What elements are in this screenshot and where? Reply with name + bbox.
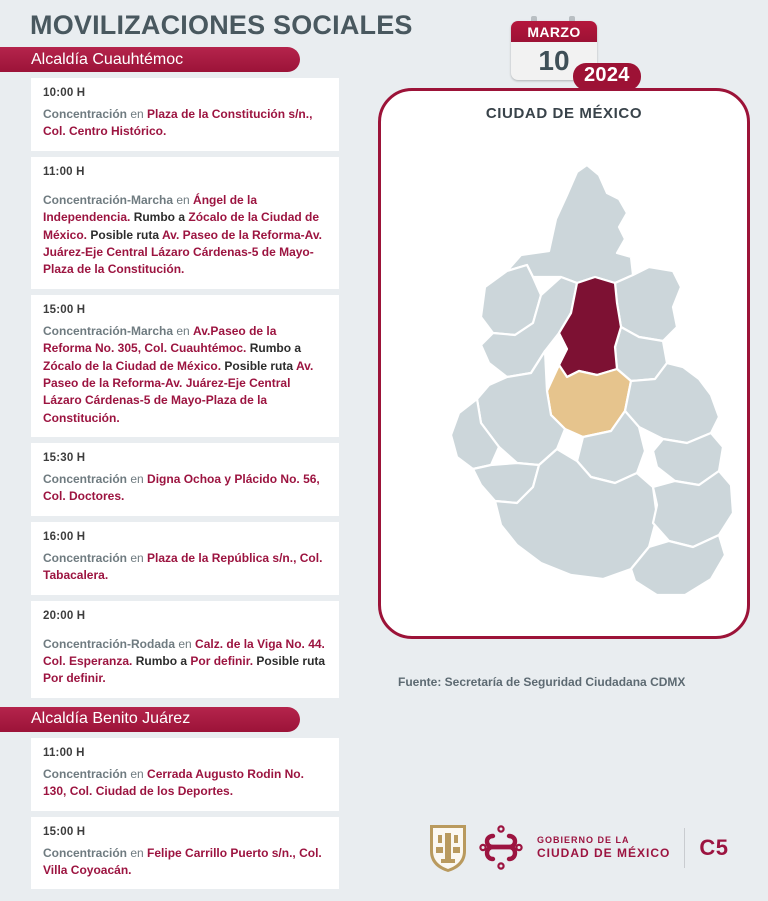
text-segment-gray-light: en <box>130 550 148 565</box>
event-card <box>31 295 339 437</box>
event-time: 20:00 H <box>43 609 86 622</box>
calendar-day: 10 <box>538 45 570 76</box>
government-footer <box>428 818 728 878</box>
text-segment-gray: Concentración <box>43 845 131 860</box>
text-segment-red: Ángel de la Independencia. <box>43 192 258 225</box>
cdmx-map <box>381 127 747 627</box>
text-segment-black: Rumbo a <box>133 210 189 225</box>
event-time: 15:00 H <box>43 825 86 838</box>
event-description <box>43 192 327 279</box>
text-segment-black: Posible ruta <box>256 654 326 669</box>
event-card <box>31 522 339 595</box>
event-card <box>31 157 339 289</box>
text-segment-red: Plaza de la Constitución s/n., Col. Centro Histórico. <box>43 107 313 139</box>
section-header-1: Alcaldía Cuauhtémoc <box>0 47 300 72</box>
text-segment-red: Av. Paseo de la Reforma-Av. Juárez-Eje Central Lázaro Cárdenas-5 de Mayo-Plaza de la Constitución. <box>43 227 322 277</box>
footer-divider <box>684 828 685 868</box>
event-description <box>43 323 327 427</box>
event-time: 15:30 H <box>43 452 86 465</box>
text-segment-black: Posible ruta <box>90 227 162 242</box>
c5-label: C5 <box>699 835 729 860</box>
text-segment-red: Felipe Carrillo Puerto s/n., Col. Villa Coyoacán. <box>43 845 322 877</box>
text-segment-gray: Concentración-Marcha <box>43 192 177 207</box>
text-segment-black: Posible ruta <box>224 358 296 373</box>
gov-line-1: GOBIERNO DE LA <box>537 835 630 846</box>
text-segment-red: Av. Paseo de la Reforma-Av. Juárez-Eje Central Lázaro Cárdenas-5 de Mayo-Plaza de la Constitución. <box>43 358 314 425</box>
source-note: Fuente: Secretaría de Seguridad Ciudadana CDMX <box>398 675 686 689</box>
text-segment-gray-light: en <box>176 192 194 207</box>
text-segment-red: Por definir. <box>43 671 106 686</box>
page-title: MOVILIZACIONES SOCIALES <box>30 10 413 40</box>
map-panel <box>378 88 750 639</box>
text-segment-gray-light: en <box>130 766 148 781</box>
map-title: CIUDAD DE MÉXICO <box>485 105 643 122</box>
text-segment-gray-light: en <box>178 636 196 651</box>
event-card <box>31 78 339 151</box>
calendar-year: 2024 <box>573 63 641 90</box>
cdmx-logo-icon <box>478 823 524 873</box>
text-segment-red: Cerrada Augusto Rodin No. 130, Col. Ciudad de los Deportes. <box>43 766 304 799</box>
coat-of-arms-icon <box>428 823 468 873</box>
event-time: 16:00 H <box>43 530 86 543</box>
text-segment-gray: Concentración-Rodada <box>43 636 179 651</box>
text-segment-gray: Concentración-Marcha <box>43 323 177 338</box>
text-segment-gray-light: en <box>130 845 148 860</box>
text-segment-red: Por definir. <box>190 654 257 669</box>
event-description <box>43 845 327 880</box>
text-segment-red: Digna Ochoa y Plácido No. 56, Col. Doctores. <box>43 472 320 504</box>
calendar-month: MARZO <box>511 21 597 42</box>
text-segment-black: Rumbo a <box>135 654 191 669</box>
gov-line-2: CIUDAD DE MÉXICO <box>537 846 671 861</box>
text-segment-gray-light: en <box>176 323 194 338</box>
schedule-column <box>0 47 360 895</box>
event-time: 15:00 H <box>43 303 86 316</box>
text-segment-red: Calz. de la Viga No. 44. Col. Esperanza. <box>43 636 325 669</box>
event-description <box>43 636 327 688</box>
section-header-2: Alcaldía Benito Juárez <box>0 707 300 732</box>
event-description <box>43 766 327 801</box>
text-segment-red: Av.Paseo de la Reforma No. 305, Col. Cuauhtémoc. <box>43 323 277 356</box>
government-wordmark <box>537 835 670 861</box>
text-segment-gray: Concentración <box>43 550 131 565</box>
text-segment-gray: Concentración <box>43 107 131 121</box>
text-segment-red: Zócalo de la Ciudad de México. <box>43 358 225 373</box>
event-description <box>43 471 327 506</box>
text-segment-red: Zócalo de la Ciudad de México. <box>43 210 320 242</box>
date-badge <box>511 16 630 86</box>
event-time: 10:00 H <box>43 87 86 99</box>
event-time: 11:00 H <box>43 165 85 178</box>
text-segment-red: Plaza de la República s/n., Col. Tabacalera. <box>43 550 323 583</box>
text-segment-gray: Concentración <box>43 472 131 487</box>
event-card <box>31 817 339 890</box>
text-segment-gray-light: en <box>130 107 148 121</box>
text-segment-gray: Concentración <box>43 766 131 781</box>
event-time: 11:00 H <box>43 746 85 759</box>
text-segment-gray-light: en <box>130 472 148 487</box>
event-card <box>31 443 339 516</box>
text-segment-black: Rumbo a <box>249 341 302 356</box>
event-card <box>31 601 339 698</box>
event-description <box>43 550 327 585</box>
event-card <box>31 738 339 811</box>
event-description <box>43 106 327 141</box>
